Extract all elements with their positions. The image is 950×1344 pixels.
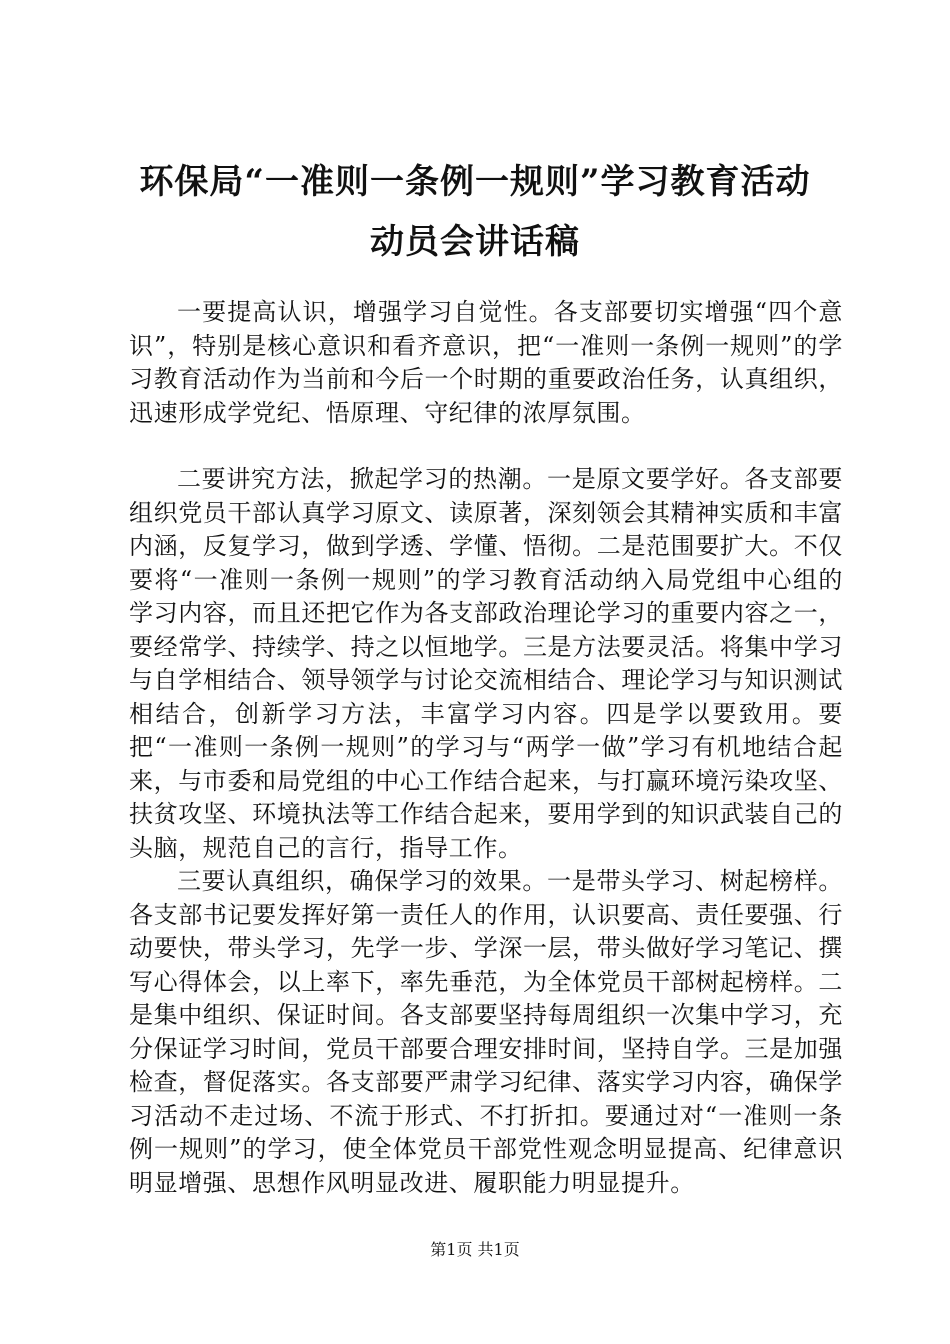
- document-body: [129, 296, 843, 1200]
- paragraph-2: 二要讲究方法，掀起学习的热潮。一是原文要学好。各支部要组织党员干部认真学习原文、读原著，深刻领会其精神实质和丰富内涵，反复学习，做到学透、学懂、悟彻。二是范围要扩大。不仅要将“一准则一条例一规则”的学习教育活动纳入局党组中心组的学习内容，而且还把它作为各支部政治理论学习的重要内容之一，要经常学、持续学、持之以恒地学。三是方法要灵活。将集中学习与自学相结合、领导领学与讨论交流相结合、理论学习与知识测试相结合，创新学习方法，丰富学习内容。四是学以要致用。要把“一准则一条例一规则”的学习与“两学一做”学习有机地结合起来，与市委和局党组的中心工作结合起来，与打赢环境污染攻坚、扶贫攻坚、环境执法等工作结合起来，要用学到的知识武装自己的头脑，规范自己的言行，指导工作。: [129, 465, 843, 862]
- paragraph-1: 一要提高认识，增强学习自觉性。各支部要切实增强“四个意识”，特别是核心意识和看齐意识，把“一准则一条例一规则”的学习教育活动作为当前和今后一个时期的重要政治任务，认真组织，迅速形成学党纪、悟原理、守纪律的浓厚氛围。: [129, 298, 843, 427]
- page-footer: 第1页 共1页: [430, 1240, 520, 1259]
- document-title-line-2: 动员会讲话稿: [370, 222, 580, 262]
- paragraph-3: 三要认真组织，确保学习的效果。一是带头学习、树起榜样。各支部书记要发挥好第一责任人的作用，认识要高、责任要强、行动要快，带头学习，先学一步、学深一层，带头做好学习笔记、撰写心得体会，以上率下，率先垂范，为全体党员干部树起榜样。二是集中组织、保证时间。各支部要坚持每周组织一次集中学习，充分保证学习时间，党员干部要合理安排时间，坚持自学。三是加强检查，督促落实。各支部要严肃学习纪律、落实学习内容，确保学习活动不走过场、不流于形式、不打折扣。要通过对“一准则一条例一规则”的学习，使全体党员干部党性观念明显提高、纪律意识明显增强、思想作风明显改进、履职能力明显提升。: [129, 867, 843, 1197]
- document-title-line-1: 环保局“一准则一条例一规则”学习教育活动: [139, 162, 811, 202]
